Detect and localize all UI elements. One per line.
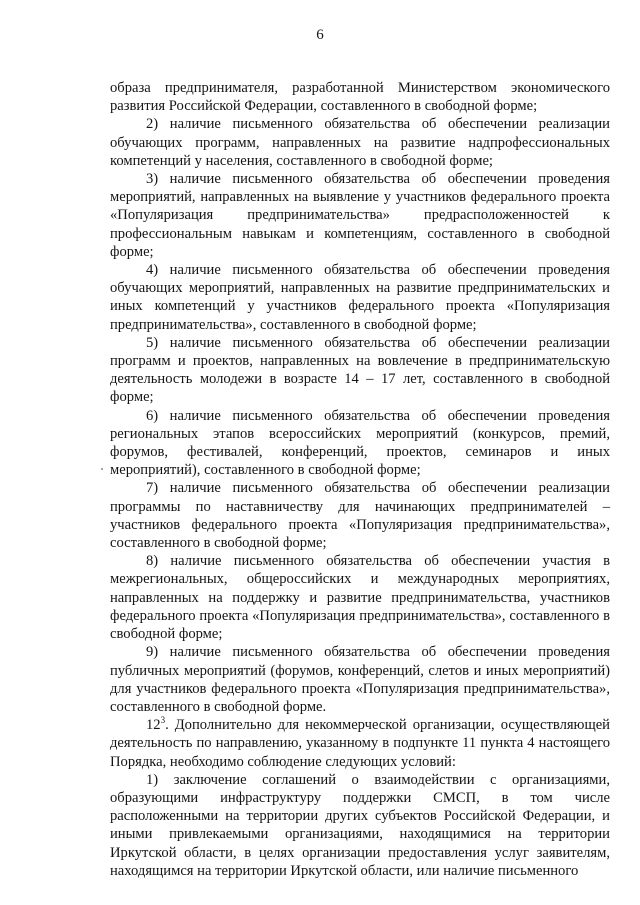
paragraph-continuation: образа предпринимателя, разработанной Министерством экономического развития Российской Федерации, составленного в свободной форме; <box>110 80 610 115</box>
list-item-4: 4) наличие письменного обязательства об обеспечении проведения обучающих мероприятий, направленных на развитие предпринимательских и иных компетенций у участников федерального проекта «Популяризация предпринимательства», составленного в свободной форме; <box>110 262 610 333</box>
clause-12-3 <box>110 716 610 771</box>
list-item-7: 7) наличие письменного обязательства об обеспечении реализации программы по наставничеству для начинающих предпринимателей – участников федерального проекта «Популяризация предпринимательства», составленного в свободной форме; <box>110 480 610 552</box>
list-item-2: 2) наличие письменного обязательства об обеспечении реализации обучающих программ, направленных на развитие надпрофессиональных компетенций у населения, составленного в свободной форме; <box>110 116 610 169</box>
clause-text: . Дополнительно для некоммерческой организации, осуществляющей деятельность по направлению, указанному в подпункте 11 пункта 4 настоящего Порядка, необходимо соблюдение следующих условий: <box>110 717 610 770</box>
list-item-9: 9) наличие письменного обязательства об обеспечении проведения публичных мероприятий (форумов, конференций, слетов и иных мероприятий) для участников федерального проекта «Популяризация предпринимательства», составленного в свободной форме. <box>110 644 610 715</box>
list-item-3: 3) наличие письменного обязательства об обеспечении проведения мероприятий, направленных на выявление у участников федерального проекта «Популяризация предпринимательства» предрасположенностей к профессиональным навыкам и компетенциям, составленного в свободной форме; <box>110 171 610 260</box>
list-item-5: 5) наличие письменного обязательства об обеспечении реализации программ и проектов, направленных на вовлечение в предпринимательскую деятельность молодежи в возрасте 14 – 17 лет, составленного в свободной форме; <box>110 334 610 406</box>
margin-mark <box>101 468 103 470</box>
list-item-6: 6) наличие письменного обязательства об обеспечении проведения региональных этапов всероссийских мероприятий (конкурсов, премий, форумов, фестивалей, конференций, проектов, семинаров и иных мероприятий), составленного в свободной форме; <box>110 407 610 479</box>
clause-superscript: 3 <box>160 715 166 726</box>
list-item-8: 8) наличие письменного обязательства об обеспечении участия в межрегиональных, общероссийских и международных мероприятиях, направленных на поддержку и развитие предпринимательства, участников федерального проекта «Популяризация предпринимательства», составленного в свободной форме; <box>110 553 610 643</box>
clause-number: 12 <box>146 717 161 734</box>
page-number: 6 <box>316 27 324 43</box>
document-body <box>110 79 610 880</box>
condition-item-1: 1) заключение соглашений о взаимодействии с организациями, образующими инфраструктуру поддержки СМСП, в том числе расположенными на территории других субъектов Российской Федерации, и иными привлекаемыми организациями, находящимися на территории Иркутской области, в целях организации предоставления услуг заявителям, находящимся на территории Иркутской области, или наличие письменного <box>110 771 610 879</box>
